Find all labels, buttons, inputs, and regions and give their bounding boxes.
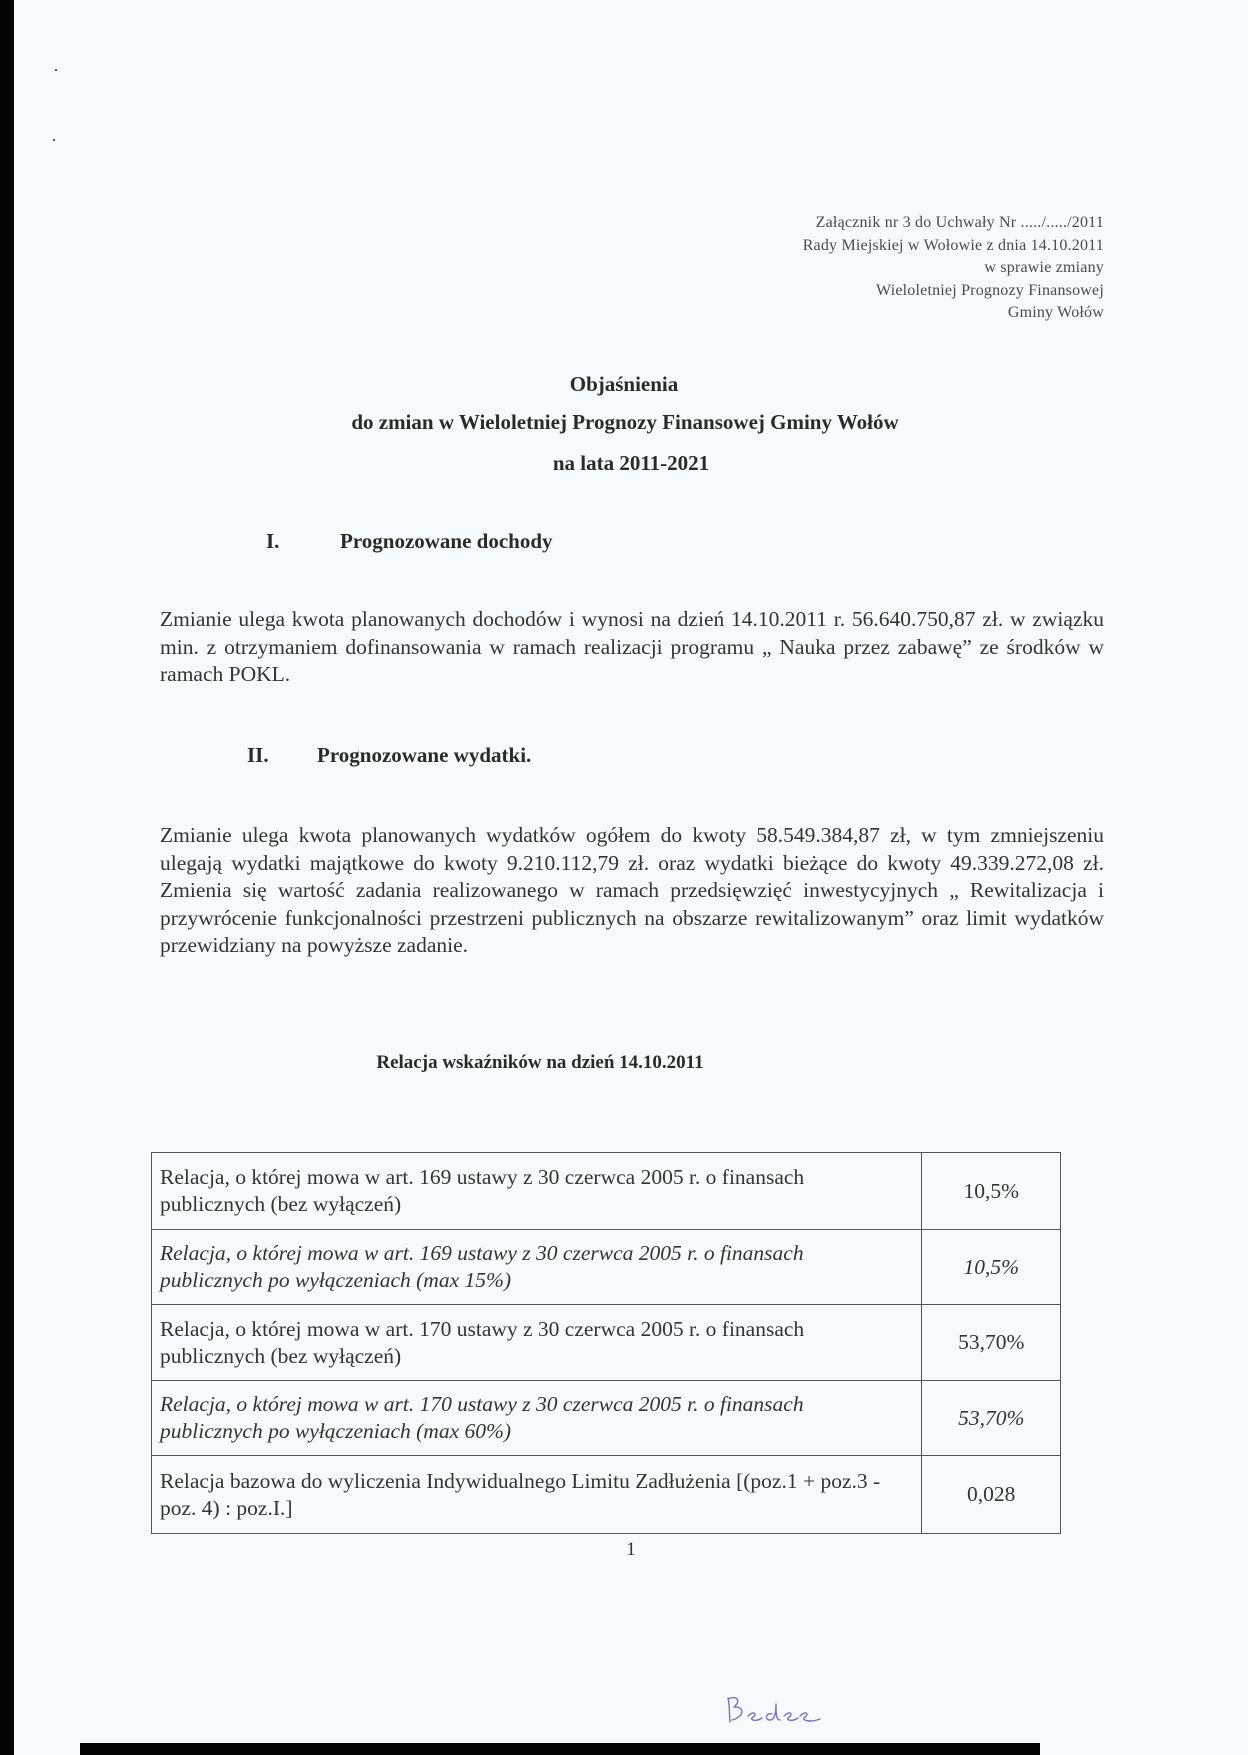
header-line: Wieloletniej Prognozy Finansowej xyxy=(876,281,1104,299)
scan-speck xyxy=(53,139,55,141)
attachment-header xyxy=(584,212,1104,325)
header-line: Rady Miejskiej w Wołowie z dnia 14.10.2011 xyxy=(802,236,1104,254)
scan-speck xyxy=(55,69,57,71)
section-text-income: Zmianie ulega kwota planowanych dochodów i wynosi na dzień 14.10.2011 r. 56.640.750,87 zł. w związku min. z otrzymaniem dofinansowania w ramach realizacji programu „ Nauka przez zabawę” ze środków w ramach POKL. xyxy=(160,607,1104,686)
document-subtitle: do zmian w Wieloletniej Prognozy Finansowej Gminy Wołów xyxy=(351,410,899,434)
section-number: I. xyxy=(266,529,280,553)
scan-edge-bottom xyxy=(80,1743,1040,1755)
section-heading-income xyxy=(266,529,553,554)
ratio-label: Relacja bazowa do wyliczenia Indywidualnego Limitu Zadłużenia [(poz.1 + poz.3 - poz. 4) : poz.I.] xyxy=(152,1456,922,1534)
section-title: Prognozowane dochody xyxy=(340,529,553,553)
header-line: Załącznik nr 3 do Uchwały Nr ...../...../2011 xyxy=(815,214,1104,231)
section-number: II. xyxy=(247,743,269,767)
page-number: 1 xyxy=(626,1539,636,1560)
document-title: Objaśnienia xyxy=(569,372,679,396)
ratio-value: 53,70% xyxy=(922,1305,1061,1381)
ratio-label: Relacja, o której mowa w art. 170 ustawy z 30 czerwca 2005 r. o finansach publicznych (bez wyłączeń) xyxy=(152,1305,922,1381)
ratio-label: Relacja, o której mowa w art. 170 ustawy z 30 czerwca 2005 r. o finansach publicznych po wyłączeniach (max 60%) xyxy=(152,1381,922,1456)
table-row xyxy=(152,1305,1061,1381)
signature-drawing xyxy=(720,1692,830,1728)
section-text-expenses: Zmianie ulega kwota planowanych wydatków ogółem do kwoty 58.549.384,87 zł, w tym zmniejszeniu ulegają wydatki majątkowe do kwoty 9.210.112,79 zł. oraz wydatki bieżące do kwoty 49.339.272,08 zł. Zmienia się wartość zadania realizowanego w ramach przedsięwzięć inwestycyjnych „ Rewitalizacja i przywrócenie funkcjonalności przestrzeni publicznych na obszarze rewitalizowanym” oraz limit wydatków przewidziany na powyższe zadanie. xyxy=(160,823,1104,957)
ratio-value: 0,028 xyxy=(922,1456,1061,1534)
header-line: Gminy Wołów xyxy=(1007,304,1104,321)
handwritten-signature xyxy=(720,1692,830,1733)
section-heading-expenses xyxy=(247,743,531,768)
header-line: w sprawie zmiany xyxy=(984,259,1104,276)
ratio-table xyxy=(151,1152,1061,1534)
ratio-label: Relacja, o której mowa w art. 169 ustawy z 30 czerwca 2005 r. o finansach publicznych (bez wyłączeń) xyxy=(152,1153,922,1230)
document-period: na lata 2011-2021 xyxy=(552,451,710,475)
table-row xyxy=(152,1153,1061,1230)
scan-edge-left xyxy=(0,0,14,1755)
section-title: Prognozowane wydatki. xyxy=(317,743,532,767)
ratio-value: 10,5% xyxy=(922,1230,1061,1305)
ratio-label: Relacja, o której mowa w art. 169 ustawy z 30 czerwca 2005 r. o finansach publicznych po wyłączeniach (max 15%) xyxy=(152,1230,922,1305)
table-row xyxy=(152,1381,1061,1456)
table-row xyxy=(152,1230,1061,1305)
table-row xyxy=(152,1456,1061,1534)
table-caption: Relacja wskaźników na dzień 14.10.2011 xyxy=(376,1052,704,1073)
ratio-value: 53,70% xyxy=(922,1381,1061,1456)
ratio-value: 10,5% xyxy=(922,1153,1061,1230)
